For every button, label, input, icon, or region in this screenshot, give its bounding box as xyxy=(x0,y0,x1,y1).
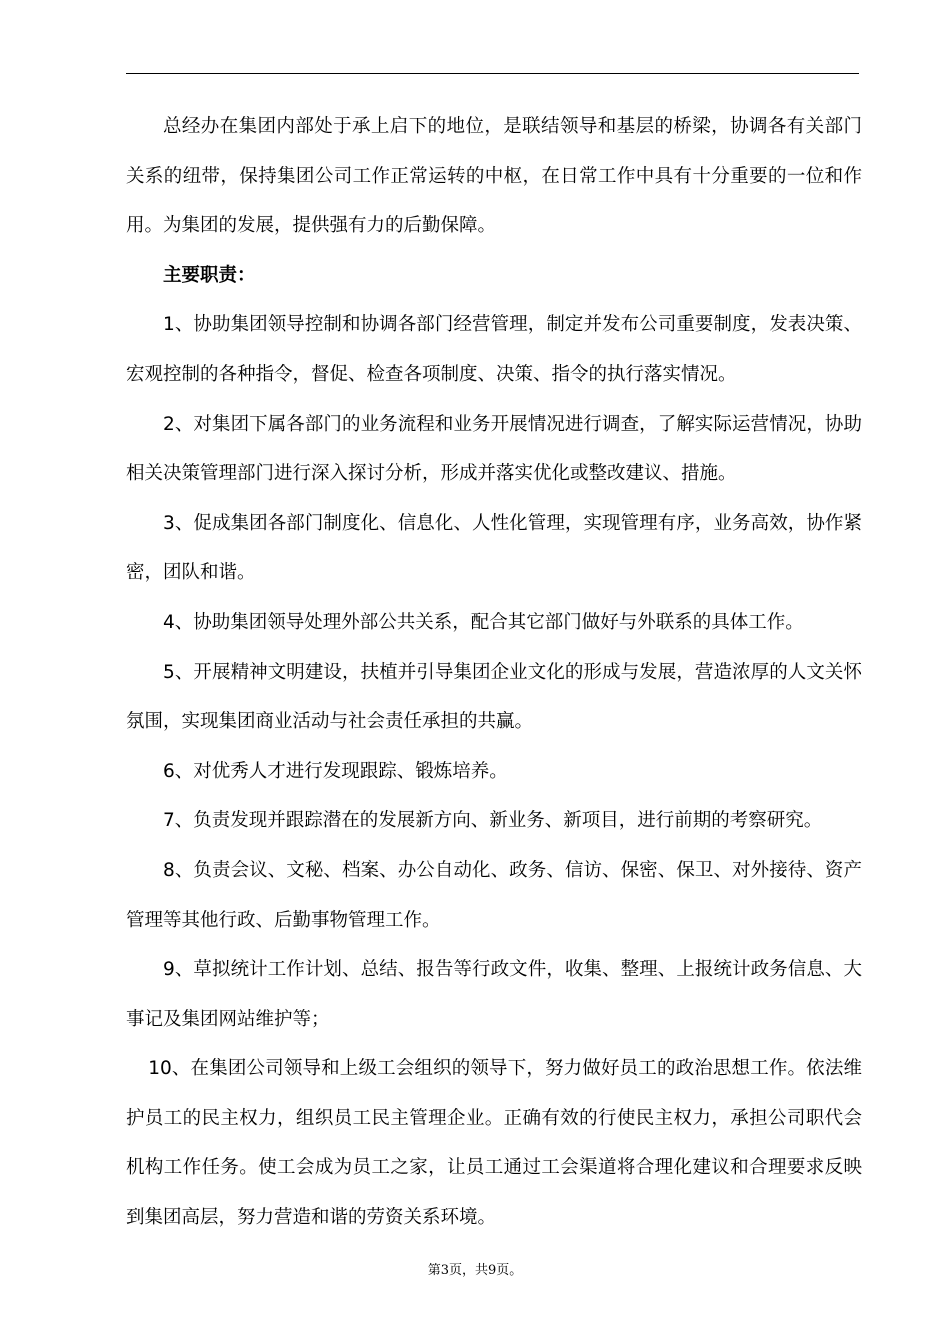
duty-item-8: 8、负责会议、文秘、档案、办公自动化、政务、信访、保密、保卫、对外接待、资产管理等其他行政、后勤事物管理工作。 xyxy=(126,859,862,931)
document-body xyxy=(126,102,862,1243)
duty-item-6: 6、对优秀人才进行发现跟踪、锻炼培养。 xyxy=(163,760,508,782)
header-rule xyxy=(126,73,859,74)
duty-item-2: 2、对集团下属各部门的业务流程和业务开展情况进行调查，了解实际运营情况，协助相关决策管理部门进行深入探讨分析，形成并落实优化或整改建议、措施。 xyxy=(126,413,862,485)
page-footer: 第3页，共9页。 xyxy=(427,1263,523,1278)
duty-item-10: 10、在集团公司领导和上级工会组织的领导下，努力做好员工的政治思想工作。依法维护员工的民主权力，组织员工民主管理企业。正确有效的行使民主权力，承担公司职代会机构工作任务。使工会成为员工之家，让员工通过工会渠道将合理化建议和合理要求反映到集团高层，努力营造和谐的劳资关系环境。 xyxy=(126,1058,862,1229)
section-heading: 主要职责： xyxy=(163,264,256,286)
duty-item-9: 9、草拟统计工作计划、总结、报告等行政文件，收集、整理、上报统计政务信息、大事记及集团网站维护等； xyxy=(126,959,862,1030)
duty-item-3: 3、促成集团各部门制度化、信息化、人性化管理，实现管理有序，业务高效，协作紧密，团队和谐。 xyxy=(126,512,862,584)
duty-item-5: 5、开展精神文明建设，扶植并引导集团企业文化的形成与发展，营造浓厚的人文关怀氛围，实现集团商业活动与社会责任承担的共赢。 xyxy=(126,661,862,733)
duty-item-1: 1、协助集团领导控制和协调各部门经营管理，制定并发布公司重要制度，发表决策、宏观控制的各种指令，督促、检查各项制度、决策、指令的执行落实情况。 xyxy=(126,314,862,385)
duty-item-4: 4、协助集团领导处理外部公共关系，配合其它部门做好与外联系的具体工作。 xyxy=(163,611,804,633)
duty-item-7: 7、负责发现并跟踪潜在的发展新方向、新业务、新项目，进行前期的考察研究。 xyxy=(163,810,823,832)
intro-paragraph: 总经办在集团内部处于承上启下的地位，是联结领导和基层的桥梁，协调各有关部门关系的纽带，保持集团公司工作正常运转的中枢，在日常工作中具有十分重要的一位和作用。为集团的发展，提供强有力的后勤保障。 xyxy=(126,116,862,237)
